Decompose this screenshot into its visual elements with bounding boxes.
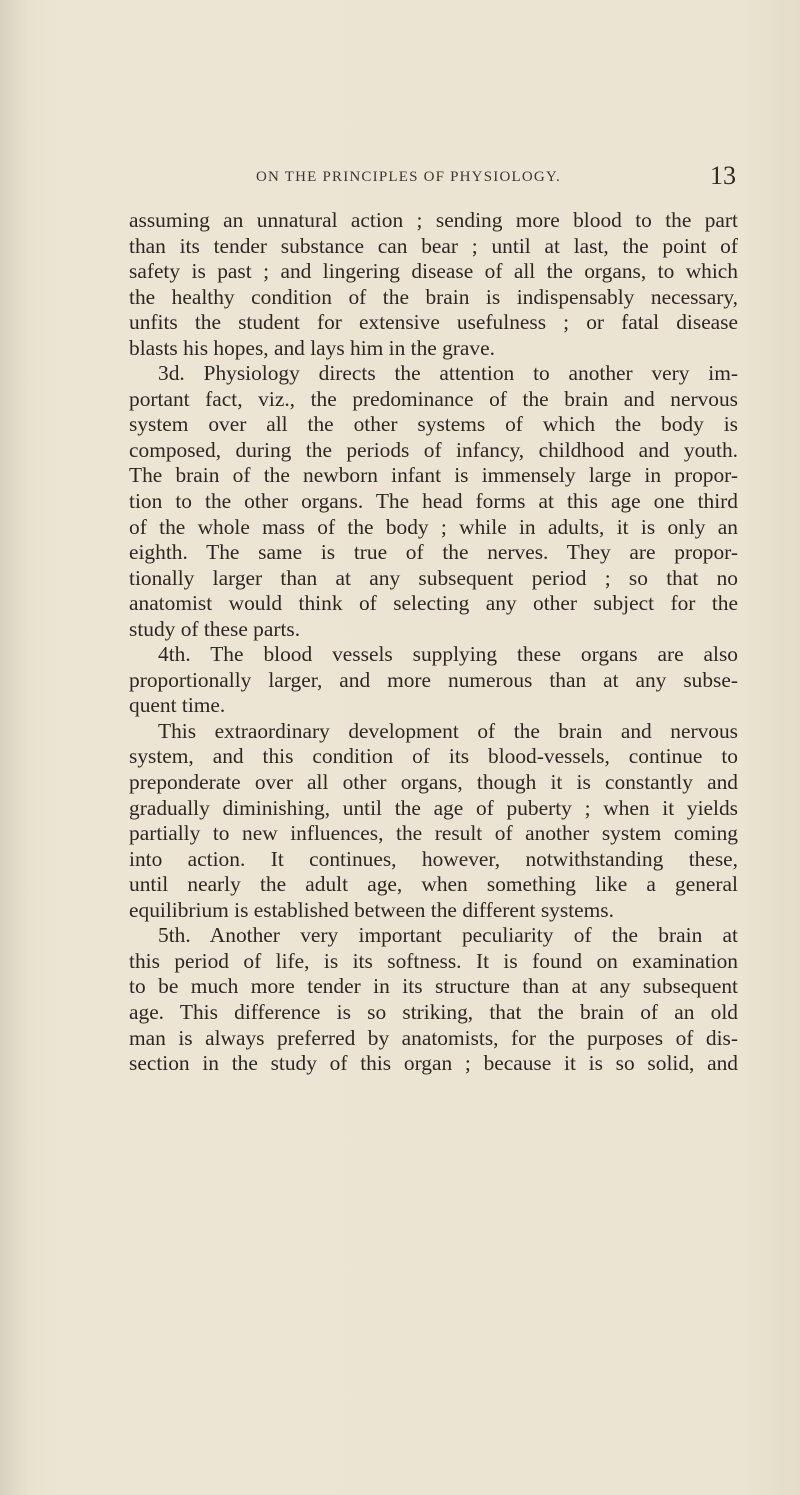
text-line: than its tender substance can bear ; until at last, the point of xyxy=(129,233,738,258)
text-line: tionally larger than at any subsequent period ; so that no xyxy=(129,565,738,590)
text-line: composed, during the periods of infancy, childhood and youth. xyxy=(129,437,738,462)
text-line: unfits the student for extensive usefulness ; or fatal disease xyxy=(129,310,738,335)
text-line: age. This difference is so striking, that the brain of an old xyxy=(129,999,738,1024)
text-line: section in the study of this organ ; because it is so solid, and xyxy=(129,1051,738,1076)
text-line: until nearly the adult age, when something like a general xyxy=(129,872,738,897)
text-line: proportionally larger, and more numerous than at any subse- xyxy=(129,667,738,692)
text-line: gradually diminishing, until the age of puberty ; when it yields xyxy=(129,795,738,820)
text-line: assuming an unnatural action ; sending more blood to the part xyxy=(129,208,738,232)
page-header xyxy=(128,161,736,195)
running-head: ON THE PRINCIPLES OF PHYSIOLOGY. xyxy=(256,169,561,185)
text-line: 5th. Another very important peculiarity of the brain at xyxy=(158,923,738,948)
text-line: portant fact, viz., the predominance of the brain and nervous xyxy=(129,386,738,411)
text-line: 4th. The blood vessels supplying these organs are also xyxy=(158,642,738,667)
text-line: man is always preferred by anatomists, for the purposes of dis- xyxy=(129,1025,738,1050)
text-line: anatomist would think of selecting any other subject for the xyxy=(129,591,738,616)
text-line: this period of life, is its softness. It is found on examination xyxy=(129,948,738,973)
text-line: 3d. Physiology directs the attention to another very im- xyxy=(158,361,738,386)
text-line: This extraordinary development of the brain and nervous xyxy=(158,718,738,743)
text-line: into action. It continues, however, notwithstanding these, xyxy=(129,846,738,871)
text-line: system over all the other systems of which the body is xyxy=(129,412,738,437)
text-line: The brain of the newborn infant is immensely large in propor- xyxy=(129,463,738,488)
text-line: eighth. The same is true of the nerves. They are propor- xyxy=(129,540,738,565)
text-line: system, and this condition of its blood-vessels, continue to xyxy=(129,744,738,769)
text-line: preponderate over all other organs, though it is constantly and xyxy=(129,770,738,795)
page-number: 13 xyxy=(710,161,736,190)
text-line: of the whole mass of the body ; while in adults, it is only an xyxy=(129,514,738,539)
text-line: the healthy condition of the brain is indispensably necessary, xyxy=(129,284,738,309)
text-line: to be much more tender in its structure than at any subsequent xyxy=(129,974,738,999)
body-text xyxy=(129,208,738,1077)
text-line: blasts his hopes, and lays him in the grave. xyxy=(129,335,495,360)
text-line: study of these parts. xyxy=(129,616,301,641)
text-line: safety is past ; and lingering disease of all the organs, to which xyxy=(129,259,738,284)
text-line: equilibrium is established between the different systems. xyxy=(129,897,614,922)
text-line: partially to new influences, the result of another system coming xyxy=(129,821,738,846)
text-line: tion to the other organs. The head forms at this age one third xyxy=(129,489,738,514)
text-line: quent time. xyxy=(129,693,226,718)
